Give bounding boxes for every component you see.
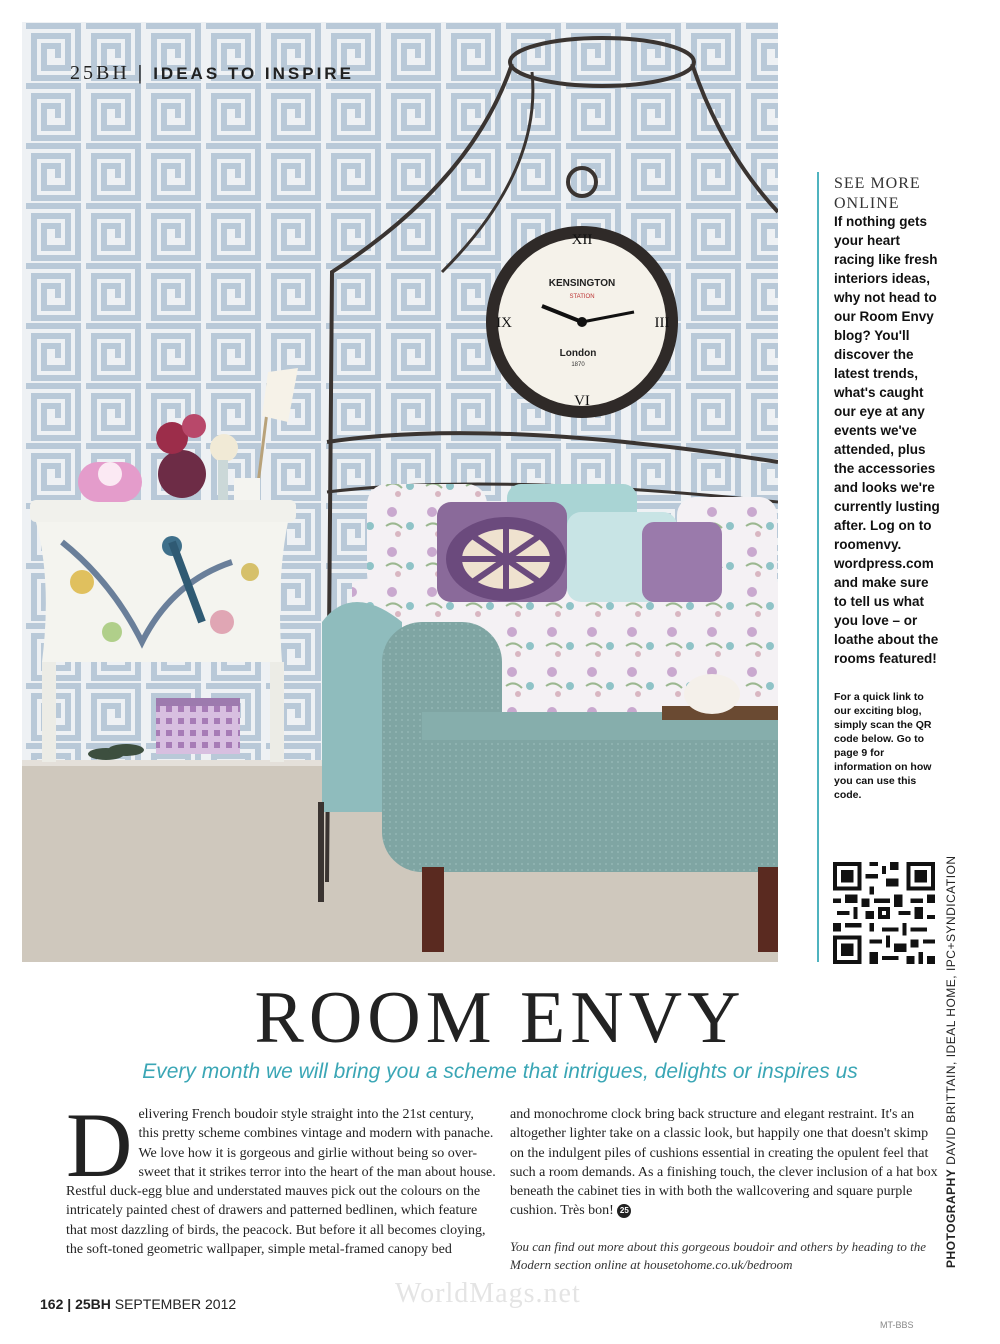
clock-brand: KENSINGTON	[548, 278, 616, 289]
corner-stamp: MT-BBS	[880, 1320, 914, 1330]
watermark: WorldMags.net	[395, 1278, 581, 1309]
body-column-1	[66, 1094, 496, 1259]
folio-brand: 25BH	[75, 1296, 111, 1312]
folio-divider: |	[67, 1296, 72, 1312]
sidebar-rule	[817, 172, 819, 962]
header-label: IDEAS TO INSPIRE	[153, 64, 354, 83]
svg-text:III: III	[654, 315, 670, 331]
body-column-2-text: and monochrome clock bring back structure and elegant restraint. It's an altogether lighter take on a classic look, but happily one that doesn't skimp on the indulgent piles of cushions essential in creating the opulent feel that such a room demands. As a finishing touch, the clever inclusion of a hat box beneath the cabinet ties in with both the wallcovering and square purple cushion. Très bon!	[510, 1107, 938, 1219]
sidebar-qr-caption: For a quick link to our exciting blog, simply scan the QR code below. Go to page 9 for information on how you can use this code.	[834, 691, 932, 801]
see-more-online-sidebar	[834, 172, 954, 802]
header-brand: 25BH	[70, 62, 130, 84]
folio-issue: SEPTEMBER 2012	[114, 1296, 237, 1312]
page-number: 162	[40, 1296, 64, 1312]
more-info-note: You can find out more about this gorgeous boudoir and others by heading to the Modern section online at housetohome.co.uk/bedroom	[510, 1239, 926, 1272]
svg-text:XII: XII	[571, 232, 593, 248]
standfirst: Every month we will bring you a scheme that intrigues, delights or inspires us	[142, 1060, 858, 1083]
sidebar-body: If nothing gets your heart racing like fresh interiors ideas, why not head to our Room Envy blog? You'll discover the latest trends, what's caught our eye at any events we've attended, plus the accessories and looks we're currently lusting after. Log on to roomenvy. wordpress.com and make sure to tell us what you love – or loathe about the rooms featured!	[834, 214, 940, 666]
bedroom-illustration	[22, 22, 778, 962]
body-column-1-text: elivering French boudoir style straight into the 21st century, this pretty scheme combines vintage and modern with panache. We love how it is gorgeous and girlie without being so over-sweet that it strikes terror into the heart of the man about house. Restful duck-egg blue and understated mauves pick out the colours on the intricately painted chest of drawers and patterned bedlinen, which feature that most dazzling of birds, the peacock. But before it all becomes cloying, the soft-toned geometric wallpaper, simple metal-framed canopy bed	[66, 1107, 496, 1258]
header-divider: |	[137, 62, 146, 84]
svg-text:VI: VI	[574, 393, 590, 409]
credit-text: DAVID BRITTAIN, IDEAL HOME, IPC+SYNDICATION	[944, 855, 958, 1165]
sidebar-title-line2: ONLINE	[834, 195, 900, 212]
credit-label: PHOTOGRAPHY	[944, 1168, 958, 1268]
body-column-2	[510, 1105, 940, 1221]
clock-sub: STATION	[569, 294, 595, 300]
clock-year: 1870	[571, 362, 585, 368]
drop-cap: D	[66, 1094, 133, 1196]
end-mark-icon: 25	[617, 1204, 631, 1218]
qr-code[interactable]	[833, 862, 935, 964]
hero-photo	[22, 22, 778, 962]
headline: ROOM ENVY	[254, 977, 746, 1059]
sidebar-title-line1: SEE MORE	[834, 175, 921, 192]
clock-city: London	[559, 348, 597, 359]
section-header	[70, 62, 354, 85]
page-folio	[40, 1296, 236, 1312]
svg-text:IX: IX	[496, 315, 512, 331]
